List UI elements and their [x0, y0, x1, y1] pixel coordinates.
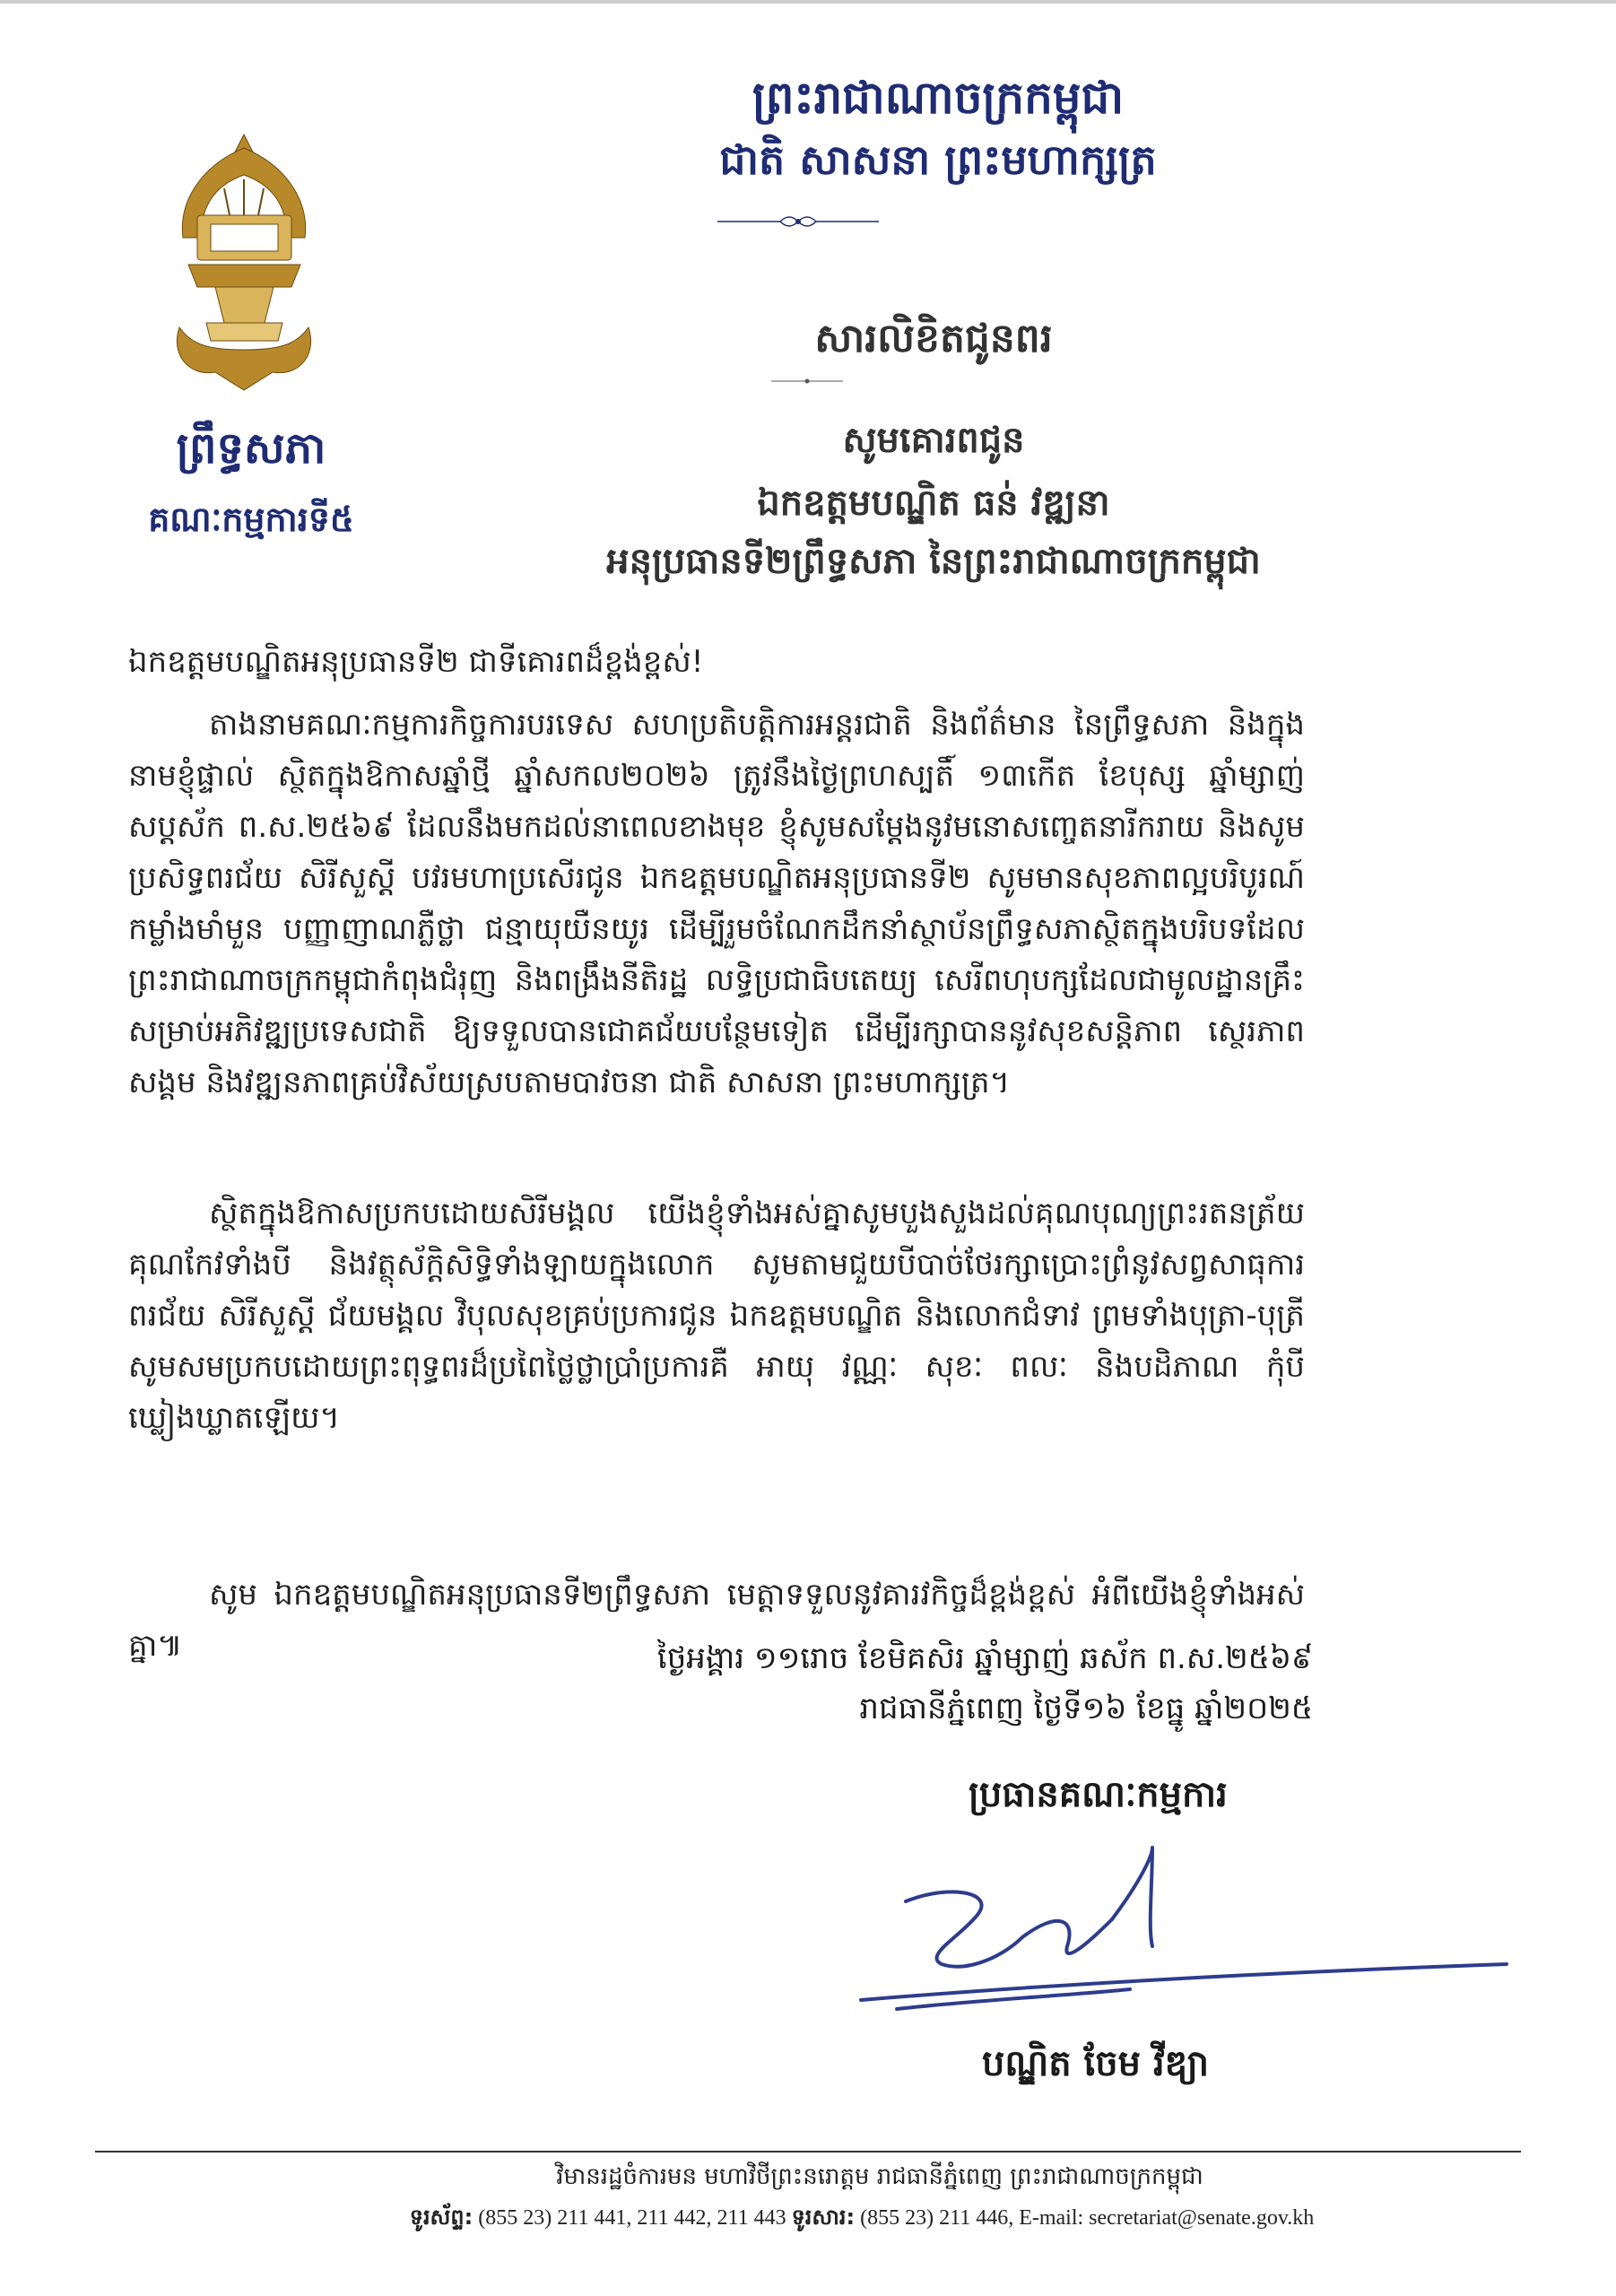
national-motto: ជាតិ សាសនា ព្រះមហាក្សត្រ: [719, 135, 1157, 184]
paragraph-1: តាងនាមគណៈកម្មការកិច្ចការបរទេស សហប្រតិបត្តិការអន្តរជាតិ និងព័ត៌មាន នៃព្រឹទ្ធសភា និងក្នុងនាមខ្ញុំផ្ទាល់ ស្ថិតក្នុងឱកាសឆ្នាំថ្មី ឆ្នាំសកល២០២៦ ត្រូវនឹងថ្ងៃព្រហស្បតិ៍ ១៣កើត ខែបុស្ស ឆ្នាំម្សាញ់ សប្តស័ក ព.ស.២៥៦៩ ដែលនឹងមកដល់នាពេលខាងមុខ ខ្ញុំសូមសម្តែងនូវមនោសញ្ចេតនារីករាយ និងសូមប្រសិទ្ធពរជ័យ សិរីសួស្តី បវរមហាប្រសើរជូន ឯកឧត្តមបណ្ឌិតអនុប្រធានទី២ សូមមានសុខភាពល្អបរិបូរណ៍ កម្លាំងមាំមួន បញ្ញាញាណភ្លឺថ្លា ជន្មាយុយឺនយូរ ដើម្បីរួមចំណែកដឹកនាំស្ថាប័នព្រឹទ្ធសភាស្ថិតក្នុងបរិបទដែលព្រះរាជាណាចក្រកម្ពុជាកំពុងជំរុញ និងពង្រឹងនីតិរដ្ឋ លទ្ធិប្រជាធិបតេយ្យ សេរីពហុបក្សដែលជាមូលដ្ឋានគ្រឹះសម្រាប់អភិវឌ្ឍប្រទេសជាតិ ឱ្យទទួលបានជោគជ័យបន្ថែមទៀត ដើម្បីរក្សាបាននូវសុខសន្តិភាព ស្ថេរភាពសង្គម និងវឌ្ឍនភាពគ្រប់វិស័យស្របតាមបាវចនា ជាតិ សាសនា ព្រះមហាក្សត្រ។: [128, 707, 1305, 1100]
phone-label: ទូរស័ព្ទ:: [409, 2205, 474, 2230]
scan-top-edge: [0, 0, 1616, 4]
recipient-line-1: សូមគោរពជូន: [842, 420, 1025, 461]
footer-address: វិមានរដ្ឋចំការមន មហាវិថីព្រះនរោត្តម រាជធានីភ្នំពេញ ព្រះរាជាណាចក្រកម្ពុជា: [556, 2163, 1203, 2190]
committee-label: គណៈកម្មការទី៥: [148, 500, 354, 539]
paragraph-2: ស្ថិតក្នុងឱកាសប្រកបដោយសិរីមង្គល យើងខ្ញុំទាំងអស់គ្នាសូមបួងសួងដល់គុណបុណ្យព្រះរតនត្រ័យ គុណកែវទាំងបី និងវត្ថុស័ក្តិសិទ្ធិទាំងឡាយក្នុងលោក សូមតាមជួយបីបាច់ថែរក្សាប្រោះព្រំនូវសព្វសាធុការពរជ័យ សិរីសួស្តី ជ័យមង្គល វិបុលសុខគ្រប់ប្រការជូន ឯកឧត្តមបណ្ឌិត និងលោកជំទាវ ព្រមទាំងបុត្រា-បុត្រី សូមសមប្រកបដោយព្រះពុទ្ធពរដ៏ប្រពៃថ្លៃថ្លាប្រាំប្រការគឺ អាយុ វណ្ណៈ សុខៈ ពលៈ និងបដិភាណ កុំបីឃ្លៀងឃ្លាតឡើយ។: [128, 1196, 1305, 1436]
signature-icon: [843, 1830, 1525, 2036]
salutation: ឯកឧត្តមបណ្ឌិតអនុប្រធានទី២ ជាទីគោរពដ៏ខ្ពង់ខ្ពស់!: [128, 644, 704, 680]
title-divider-icon: [771, 377, 843, 386]
phone-numbers: (855 23) 211 441, 211 442, 211 443: [478, 2206, 786, 2230]
signer-title: ប្រធានគណៈកម្មការ: [969, 1774, 1228, 1815]
recipient-line-3: អនុប្រធានទី២ព្រឹទ្ធសភា នៃព្រះរាជាណាចក្រកម្ពុជា: [606, 541, 1261, 582]
senate-label: ព្រឹទ្ធសភា: [176, 423, 326, 474]
paragraph-3: សូម ឯកឧត្តមបណ្ឌិតអនុប្រធានទី២ព្រឹទ្ធសភា មេត្តាទទួលនូវគារវកិច្ចដ៏ខ្ពង់ខ្ពស់ អំពីយើងខ្ញុំទាំងអស់គ្នា៕: [128, 1577, 1305, 1664]
kingdom-title: ព្រះរាជាណាចក្រកម្ពុជា: [752, 72, 1125, 124]
signer-name: បណ្ឌិត ចែម វីឌ្យា: [982, 2043, 1210, 2084]
date-lunar: ថ្ងៃអង្គារ ១១រោច ខែមិគសិរ ឆ្នាំម្សាញ់ ឆស័ក ព.ស.២៥៦៩: [656, 1640, 1313, 1676]
footer-divider: [95, 2151, 1521, 2152]
fax-label: ទូរសារ:: [791, 2205, 856, 2230]
ornament-divider-icon: [717, 208, 879, 235]
footer-contacts: [54, 2204, 1616, 2235]
date-solar: រាជធានីភ្នំពេញ ថ្ងៃទី១៦ ខែធ្នូ ឆ្នាំ២០២៥: [859, 1691, 1313, 1726]
recipient-line-2: ឯកឧត្តមបណ្ឌិត ធន់ វឌ្ឍនា: [757, 483, 1110, 524]
fax-email: (855 23) 211 446, E-mail: secretariat@senate.gov.kh: [860, 2206, 1315, 2230]
letter-title: សារលិខិតជូនពរ: [814, 316, 1053, 361]
